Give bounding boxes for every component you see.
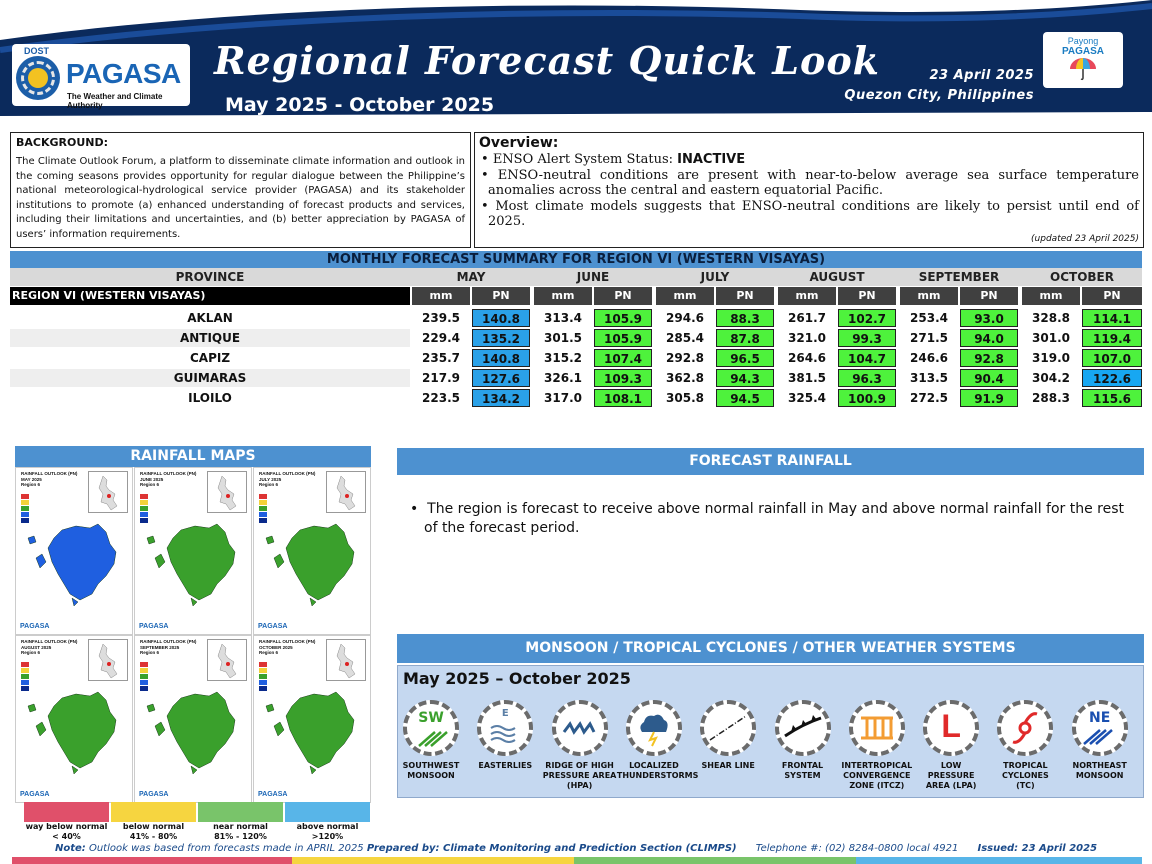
pn-value: 114.1 (1082, 309, 1142, 327)
mm-value: 223.5 (422, 391, 460, 405)
footer-issued: Issued: 23 April 2025 (977, 843, 1098, 854)
mm-value: 229.4 (422, 331, 460, 345)
logo-name: PAGASA (66, 58, 181, 89)
mm-value: 239.5 (422, 311, 460, 325)
table-title: MONTHLY FORECAST SUMMARY FOR REGION VI (WESTERN VISAYAS) (10, 251, 1142, 268)
mm-value: 317.0 (544, 391, 582, 405)
pn-value: 115.6 (1082, 389, 1142, 407)
mm-value: 246.6 (910, 351, 948, 365)
rainfall-map (253, 635, 371, 803)
location-inset (326, 471, 366, 513)
umbrella-icon (1068, 57, 1098, 81)
table-row (10, 309, 1142, 327)
easterlies-icon: E (477, 700, 533, 756)
weather-system-easterlies (468, 700, 542, 771)
pn-value: 135.2 (472, 329, 530, 347)
weather-system-label: NORTHEAST MONSOON (1072, 761, 1127, 780)
table-row (10, 389, 1142, 407)
weather-system-label: SHEAR LINE (701, 761, 755, 770)
issue-info (844, 66, 1034, 106)
mm-value: 315.2 (544, 351, 582, 365)
location-inset (207, 639, 247, 681)
map-caption: RAINFALL OUTLOOK (PN) JULY 2025 Region 6 (259, 471, 316, 487)
pagasa-seal-icon (16, 56, 60, 100)
footer-telephone: Telephone #: (02) 8284-0800 local 4921 (755, 843, 959, 854)
table-subheader (10, 287, 1142, 305)
pn-value: 92.8 (960, 349, 1018, 367)
map-caption: RAINFALL OUTLOOK (PN) JUNE 2025 Region 6 (140, 471, 197, 487)
mm-value: 319.0 (1032, 351, 1070, 365)
pn-value: 94.3 (716, 369, 774, 387)
mm-value: 321.0 (788, 331, 826, 345)
pn-value: 108.1 (594, 389, 652, 407)
weather-system-tc (988, 700, 1062, 791)
region-map-shape (256, 518, 370, 608)
monsoon-title: MONSOON / TROPICAL CYCLONES / OTHER WEATHER SYSTEMS (397, 634, 1144, 663)
mm-value: 217.9 (422, 371, 460, 385)
pn-value: 134.2 (472, 389, 530, 407)
pn-value: 90.4 (960, 369, 1018, 387)
map-caption: RAINFALL OUTLOOK (PN) MAY 2025 Region 6 (21, 471, 78, 487)
location-inset (207, 471, 247, 513)
region-map-shape (256, 686, 370, 776)
weather-system-ne (1063, 700, 1137, 781)
pn-value: 100.9 (838, 389, 896, 407)
background-text: The Climate Outlook Forum, a platform to disseminate climate information and outlook in the coming seasons provides opportunity for regular dialogue between the Philippine’s national meteorological-hydrological service provider (PAGASA) and its stakeholder institutions to promote (a) enhanced understanding of forecast products and services, including their limitations and uncertainties, and (b) better appreciation by PAGASA of users’ information requirements. (16, 156, 465, 240)
overview-item: • ENSO-neutral conditions are present with near-to-below average sea surface temperature anomalies across the central and eastern equatorial Pacific. (481, 167, 1139, 198)
mm-value: 301.0 (1032, 331, 1070, 345)
table-row (10, 349, 1142, 367)
pn-value: 104.7 (838, 349, 896, 367)
mm-value: 294.6 (666, 311, 704, 325)
footer (0, 843, 1152, 854)
pn-value: 96.5 (716, 349, 774, 367)
ridge-icon (552, 700, 608, 756)
tc-icon (997, 700, 1053, 756)
page-title: Regional Forecast Quick Look (214, 38, 881, 83)
weather-system-label: EASTERLIES (478, 761, 533, 770)
pn-value: 107.4 (594, 349, 652, 367)
legend-swatch-above (285, 802, 370, 822)
pn-header: PN (716, 287, 774, 305)
location-inset (88, 471, 128, 513)
weather-system-label: LOCALIZED THUNDERSTORMS (616, 761, 699, 780)
month-header: SEPTEMBER (918, 270, 1000, 284)
pn-value: 93.0 (960, 309, 1018, 327)
forecast-rainfall-text: • The region is forecast to receive above normal rainfall in May and above normal rainfall for the rest of the forecast period. (410, 501, 1125, 536)
itcz-icon (849, 700, 905, 756)
pn-value: 94.0 (960, 329, 1018, 347)
mm-value: 261.7 (788, 311, 826, 325)
weather-system-frontal (766, 700, 840, 781)
shear-line-icon (700, 700, 756, 756)
overview-updated: (updated 23 April 2025) (1031, 234, 1139, 244)
mm-value: 272.5 (910, 391, 948, 405)
mm-value: 328.8 (1032, 311, 1070, 325)
weather-systems-panel (397, 665, 1144, 798)
legend-label: above normal >120% (296, 822, 359, 841)
legend-label: below normal 41% - 80% (122, 822, 185, 841)
pn-header: PN (838, 287, 896, 305)
pn-value: 127.6 (472, 369, 530, 387)
mm-value: 301.5 (544, 331, 582, 345)
map-caption: RAINFALL OUTLOOK (PN) OCTOBER 2025 Region 6 (259, 639, 316, 655)
pn-value: 122.6 (1082, 369, 1142, 387)
logo-dost: DOST (24, 46, 50, 56)
month-header: JULY (700, 270, 730, 284)
mm-value: 313.4 (544, 311, 582, 325)
province-name: ANTIQUE (10, 329, 410, 347)
background-box (10, 132, 471, 248)
payong-pagasa-logo (1043, 32, 1123, 88)
table-row (10, 369, 1142, 387)
mm-header: mm (778, 287, 836, 305)
map-logo: PAGASA (20, 791, 50, 798)
mm-value: 285.4 (666, 331, 704, 345)
location-inset (88, 639, 128, 681)
province-header: PROVINCE (175, 270, 245, 284)
sw-icon: SW (403, 700, 459, 756)
legend-swatch-near (198, 802, 283, 822)
mm-header: mm (412, 287, 470, 305)
pn-value: 140.8 (472, 309, 530, 327)
mm-value: 292.8 (666, 351, 704, 365)
legend-swatch-below (111, 802, 196, 822)
province-name: AKLAN (187, 311, 233, 325)
legend-label: way below normal < 40% (25, 822, 108, 841)
pn-header: PN (472, 287, 530, 305)
mm-value: 362.8 (666, 371, 704, 385)
issue-location: Quezon City, Philippines (844, 88, 1034, 103)
weather-system-label: INTERTROPICAL CONVERGENCE ZONE (ITCZ) (841, 761, 913, 790)
region-label: REGION VI (WESTERN VISAYAS) (10, 287, 410, 305)
overview-item-text: Most climate models suggests that ENSO-neutral conditions are likely to persist until end of 2025. (488, 198, 1139, 229)
legend-swatch-way-below (24, 802, 109, 822)
footer-note-label: Note: (54, 843, 86, 854)
region-map-shape (137, 518, 251, 608)
mm-value: 288.3 (1032, 391, 1070, 405)
thunderstorm-icon (626, 700, 682, 756)
pn-header: PN (960, 287, 1018, 305)
province-name: GUIMARAS (10, 369, 410, 387)
mm-header: mm (656, 287, 714, 305)
weather-system-shear-line (691, 700, 765, 771)
logo-tagline: The Weather and Climate Authority (67, 92, 163, 110)
legend-label: near normal 81% - 120% (213, 822, 268, 841)
mm-header: mm (534, 287, 592, 305)
mm-value: 313.5 (910, 371, 948, 385)
pn-value: 107.0 (1082, 349, 1142, 367)
mm-value: 325.4 (788, 391, 826, 405)
forecast-rainfall-title: FORECAST RAINFALL (397, 448, 1144, 475)
weather-system-label: LOW PRESSURE AREA (LPA) (925, 761, 977, 790)
month-header: AUGUST (809, 270, 865, 284)
province-name: CAPIZ (189, 351, 231, 365)
map-logo: PAGASA (139, 791, 169, 798)
overview-item-text: ENSO-neutral conditions are present with near-to-below average sea surface temperature anomalies across the central and eastern equatorial Pacific. (488, 167, 1139, 198)
payong-text: Payong (1067, 36, 1099, 46)
pn-value: 105.9 (594, 329, 652, 347)
forecast-rainfall-body: The region is forecast to receive above normal rainfall in May and above normal rainfall for the rest of the forecast period. (424, 501, 1125, 536)
ne-icon: NE (1072, 700, 1128, 756)
rainfall-maps-title: RAINFALL MAPS (15, 446, 371, 467)
mm-header: mm (1022, 287, 1080, 305)
weather-systems-period: May 2025 – October 2025 (403, 669, 631, 688)
weather-system-label: RIDGE OF HIGH PRESSURE AREA (HPA) (542, 761, 617, 790)
map-caption: RAINFALL OUTLOOK (PN) SEPTEMBER 2025 Region 6 (140, 639, 197, 655)
month-header: OCTOBER (1050, 270, 1114, 284)
rainfall-maps-grid (15, 467, 371, 803)
map-logo: PAGASA (258, 791, 288, 798)
rainfall-map (15, 635, 133, 803)
region-map-shape (18, 518, 132, 608)
weather-system-itcz (840, 700, 914, 791)
map-logo: PAGASA (20, 623, 50, 630)
mm-value: 304.2 (1032, 371, 1070, 385)
map-logo: PAGASA (258, 623, 288, 630)
payong-pagasa-text: PAGASA (1061, 46, 1105, 57)
pn-value: 102.7 (838, 309, 896, 327)
region-map-shape (18, 686, 132, 776)
month-header: JUNE (576, 270, 610, 284)
pn-value: 87.8 (716, 329, 774, 347)
background-heading: BACKGROUND: (16, 136, 109, 149)
footer-prepared: Prepared by: Climate Monitoring and Prediction Section (CLIMPS) (366, 843, 737, 854)
header (0, 0, 1152, 120)
pn-value: 96.3 (838, 369, 896, 387)
lpa-icon: L (923, 700, 979, 756)
mm-value: 271.5 (910, 331, 948, 345)
mm-value: 253.4 (910, 311, 948, 325)
footer-note-text: Outlook was based from forecasts made in APRIL 2025 (85, 843, 367, 854)
frontal-icon (775, 700, 831, 756)
rainfall-map (253, 467, 371, 635)
weather-system-label: SOUTHWEST MONSOON (402, 761, 460, 780)
issue-date: 23 April 2025 (929, 68, 1034, 83)
mm-value: 235.7 (422, 351, 460, 365)
region-map-shape (137, 686, 251, 776)
pn-header: PN (594, 287, 652, 305)
table-row (10, 329, 1142, 347)
enso-status-value: INACTIVE (677, 152, 746, 167)
rainfall-map (15, 467, 133, 635)
footer-color-bar (12, 857, 1142, 864)
map-caption: RAINFALL OUTLOOK (PN) AUGUST 2025 Region 6 (21, 639, 78, 655)
rainfall-legend (24, 802, 376, 844)
pn-value: 94.5 (716, 389, 774, 407)
weather-system-thunderstorm (616, 700, 699, 781)
rainfall-map (134, 635, 252, 803)
pn-value: 91.9 (960, 389, 1018, 407)
overview-heading: Overview: (479, 135, 559, 151)
weather-system-label: FRONTAL SYSTEM (781, 761, 824, 780)
rainfall-map (134, 467, 252, 635)
pn-value: 140.8 (472, 349, 530, 367)
pn-header: PN (1082, 287, 1142, 305)
mm-value: 326.1 (544, 371, 582, 385)
mm-value: 264.6 (788, 351, 826, 365)
location-inset (326, 639, 366, 681)
pn-value: 109.3 (594, 369, 652, 387)
overview-item-enso-status: • ENSO Alert System Status: INACTIVE (481, 152, 746, 167)
table-month-header (10, 268, 1142, 286)
mm-value: 305.8 (666, 391, 704, 405)
pn-value: 88.3 (716, 309, 774, 327)
weather-system-label: TROPICAL CYCLONES (TC) (1001, 761, 1049, 790)
enso-status-label: ENSO Alert System Status: (492, 152, 678, 167)
weather-system-sw (394, 700, 468, 781)
overview-item: • Most climate models suggests that ENSO-neutral conditions are likely to persist until end of 2025. (481, 198, 1139, 229)
pn-value: 105.9 (594, 309, 652, 327)
mm-value: 381.5 (788, 371, 826, 385)
map-logo: PAGASA (139, 623, 169, 630)
pn-value: 119.4 (1082, 329, 1142, 347)
pn-value: 99.3 (838, 329, 896, 347)
weather-system-ridge (543, 700, 617, 791)
overview-box (474, 132, 1144, 248)
weather-system-lpa (914, 700, 988, 791)
mm-header: mm (900, 287, 958, 305)
pagasa-logo (12, 44, 190, 110)
month-header: MAY (456, 270, 486, 284)
forecast-period: May 2025 - October 2025 (225, 94, 495, 116)
province-name: ILOILO (188, 391, 232, 405)
